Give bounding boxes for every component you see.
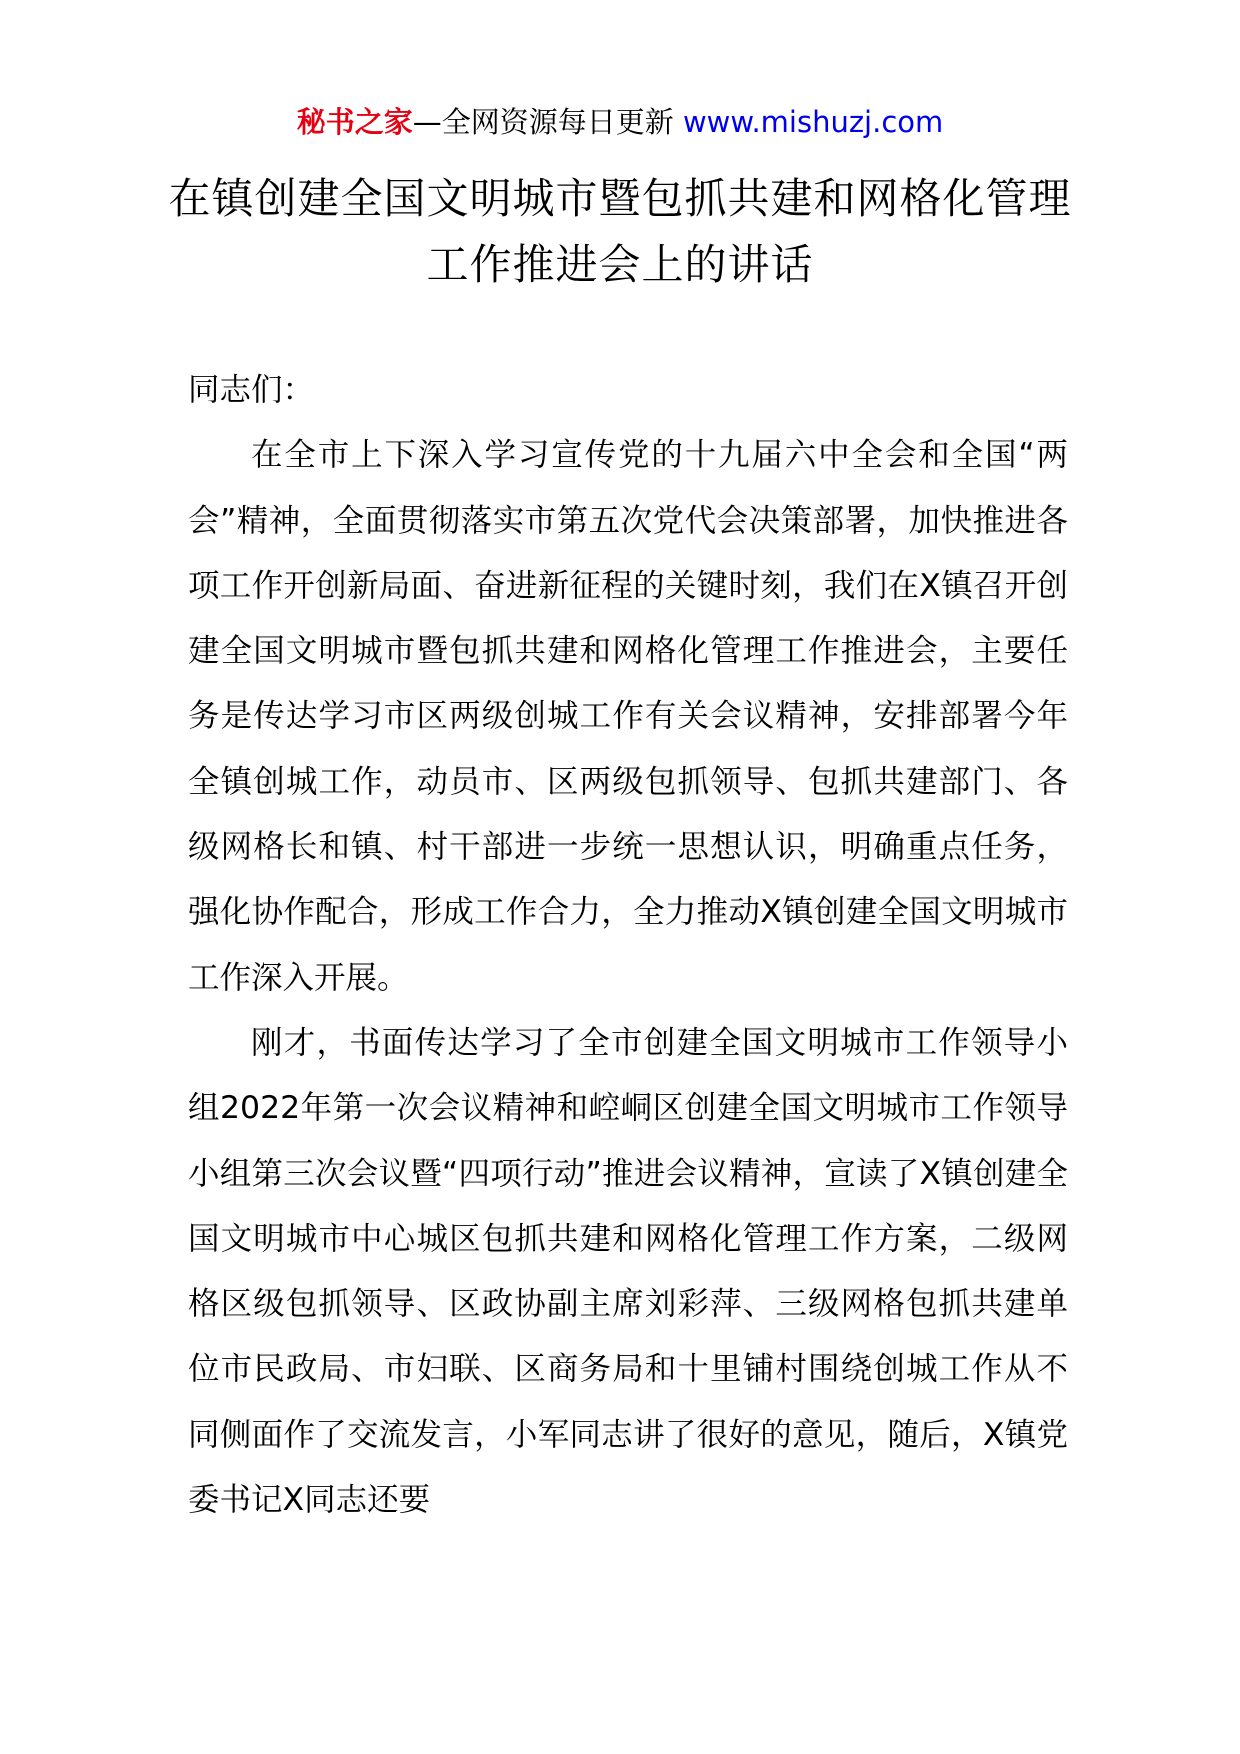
brand-slogan: —全网资源每日更新: [412, 105, 674, 139]
site-url-link[interactable]: www.mishuzj.com: [682, 105, 944, 139]
document-body: [188, 358, 1068, 1533]
site-banner: [0, 102, 1240, 142]
greeting: 同志们：: [188, 372, 315, 408]
paragraph-2: 刚才，书面传达学习了全市创建全国文明城市工作领导小组2022年第一次会议精神和崆峒区创建全国文明城市工作领导小组第三次会议暨“四项行动”推进会议精神，宣读了X镇创建全国文明城市中心城区包抓共建和网格化管理工作方案，二级网格区级包抓领导、区政协副主席刘彩萍、三级网格包抓共建单位市民政局、市妇联、区商务局和十里铺村围绕创城工作从不同侧面作了交流发言，小军同志讲了很好的意见，随后，X镇党委书记X同志还要: [188, 1024, 1068, 1519]
document-title: 在镇创建全国文明城市暨包抓共建和网格化管理工作推进会上的讲话: [168, 174, 1072, 289]
paragraph-1: 在全市上下深入学习宣传党的十九届六中全会和全国“两会”精神，全面贯彻落实市第五次党代会决策部署，加快推进各项工作开创新局面、奋进新征程的关键时刻，我们在X镇召开创建全国文明城市暨包抓共建和网格化管理工作推进会，主要任务是传达学习市区两级创城工作有关会议精神，安排部署今年全镇创城工作，动员市、区两级包抓领导、包抓共建部门、各级网格长和镇、村干部进一步统一思想认识，明确重点任务，强化协作配合，形成工作合力，全力推动X镇创建全国文明城市工作深入开展。: [188, 437, 1068, 996]
brand-name: 秘书之家: [296, 105, 413, 139]
